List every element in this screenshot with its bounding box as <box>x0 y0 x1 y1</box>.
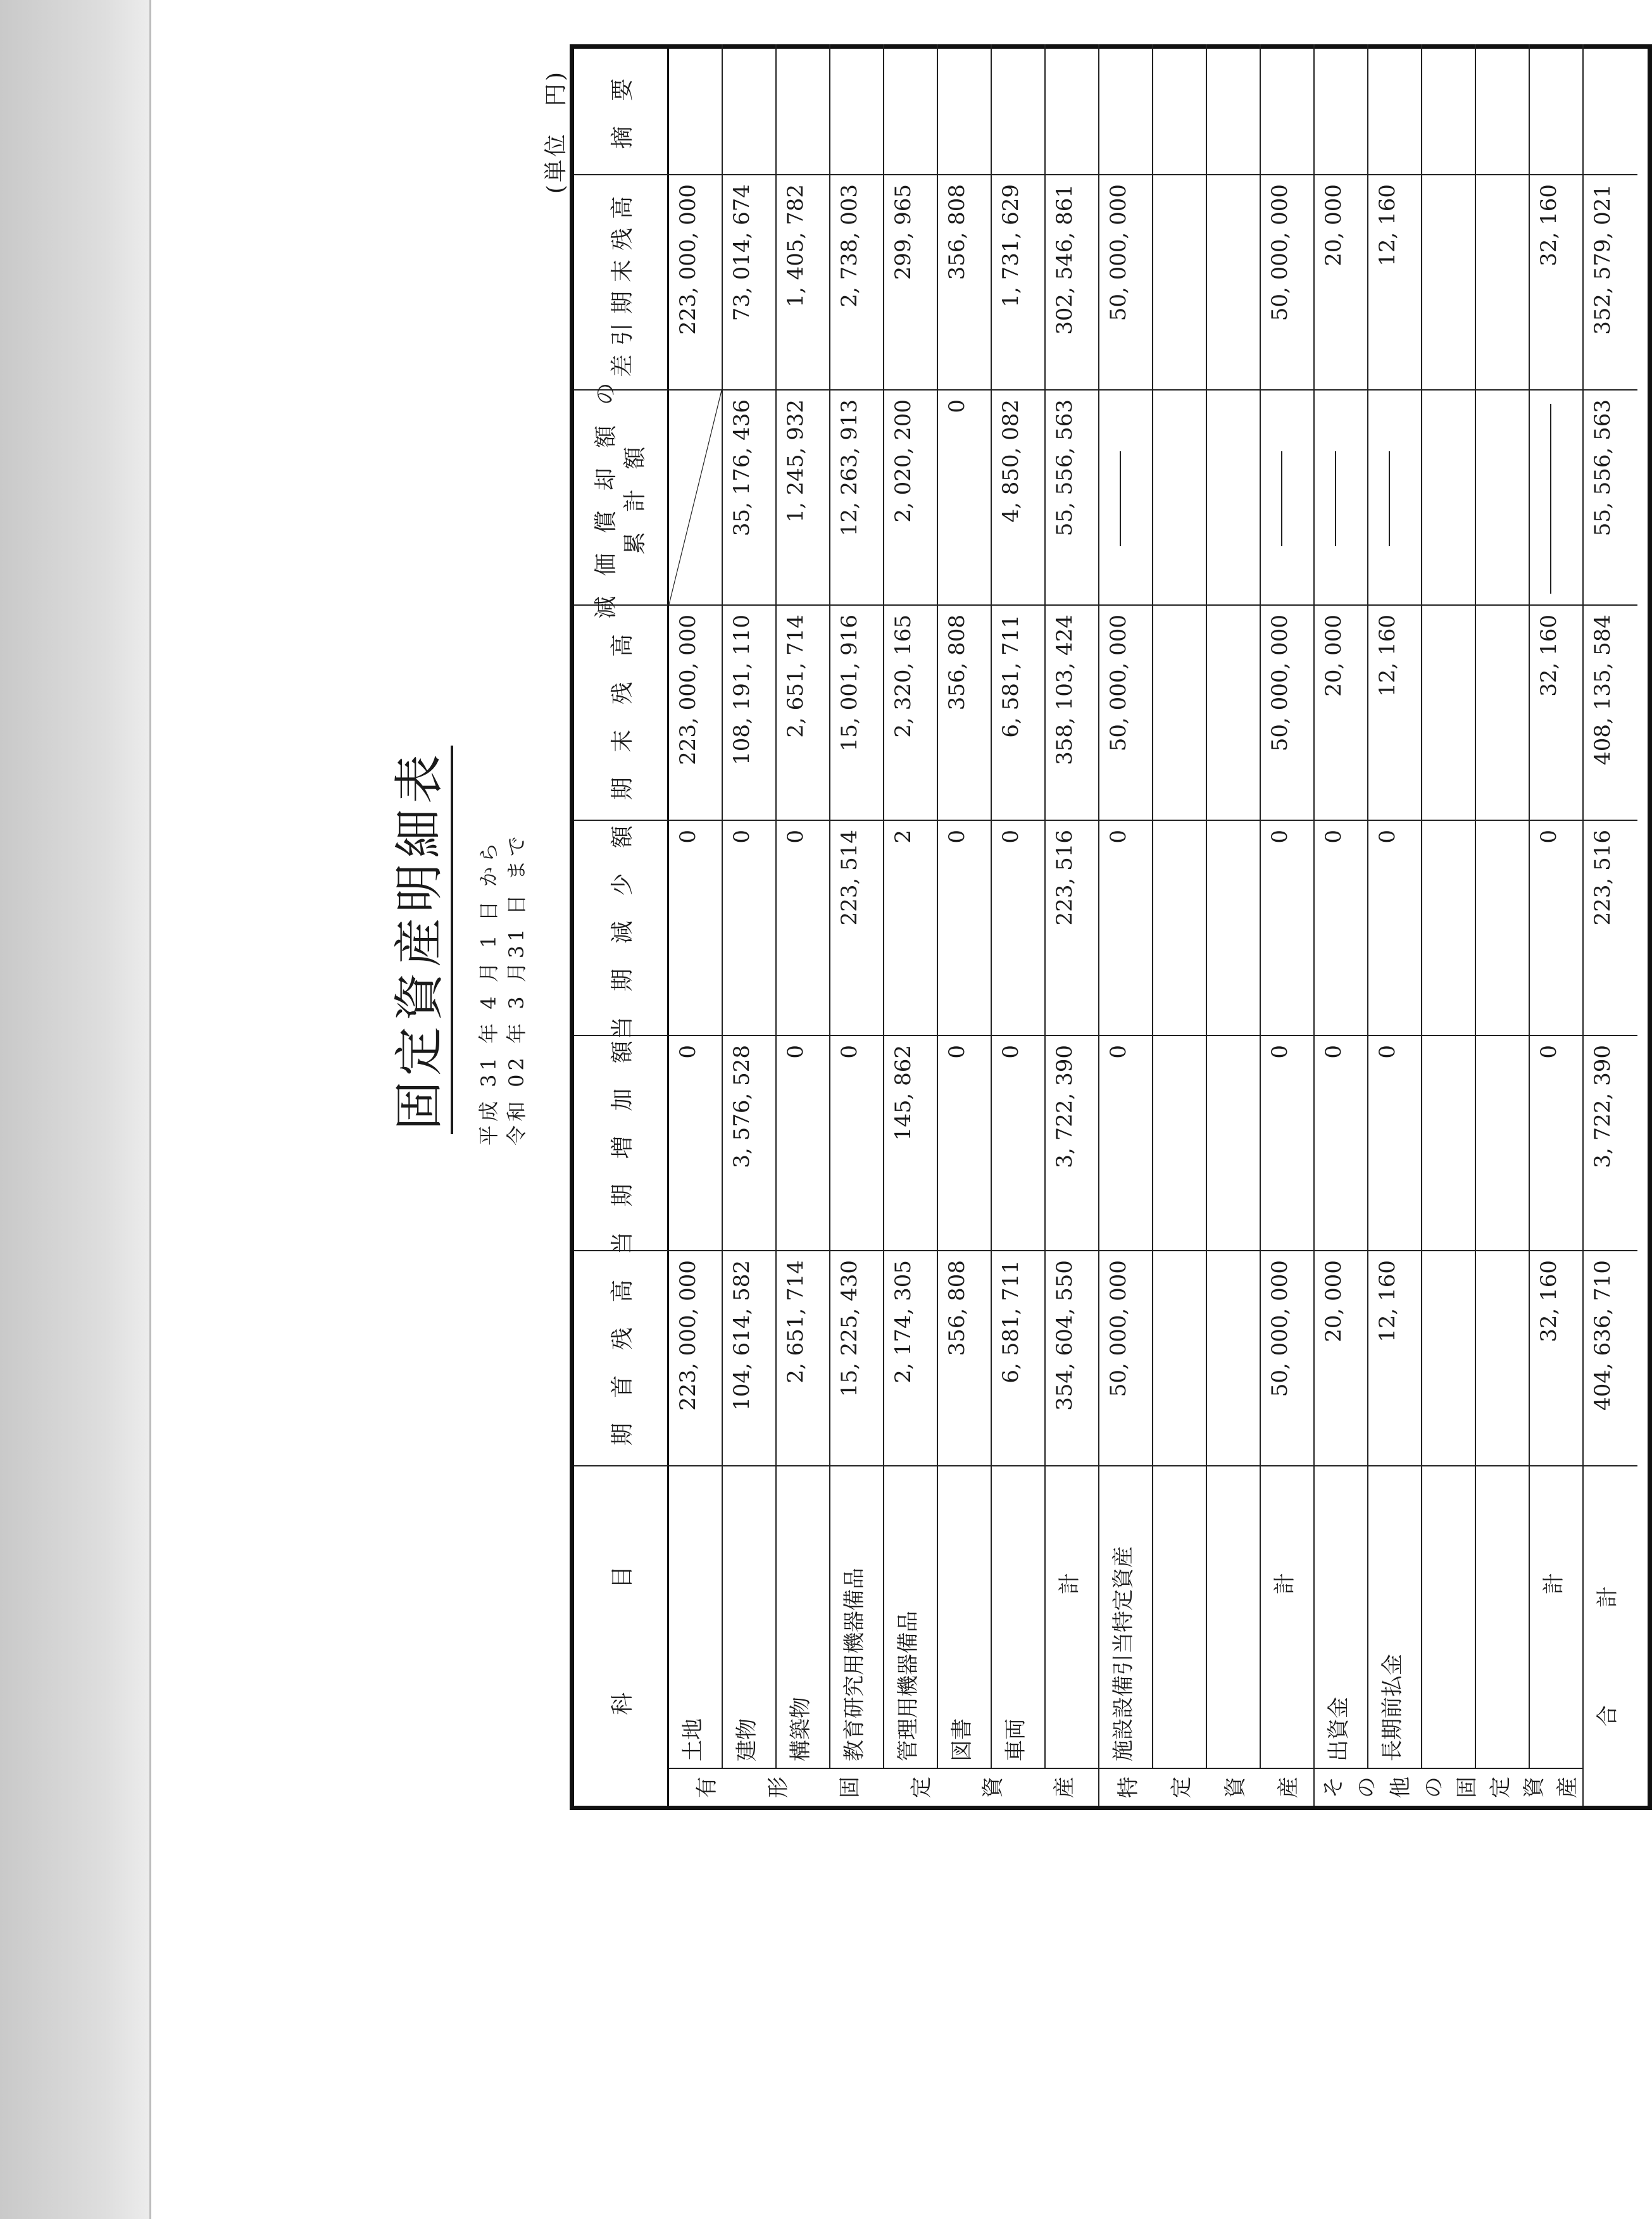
cell-value: 12, 263, 913 <box>837 399 862 537</box>
cell-value: 352, 579, 021 <box>1590 184 1615 335</box>
cell-decrease <box>1046 820 1099 1035</box>
cell-net <box>992 174 1046 389</box>
cell-opening <box>1368 1250 1422 1465</box>
cell-increase <box>1530 1035 1584 1250</box>
row-subject: 計 <box>1261 1465 1315 1768</box>
cell-value: 2 <box>891 830 916 844</box>
cell-value: 223, 000, 000 <box>675 1260 701 1411</box>
cell-value: 32, 160 <box>1536 1260 1561 1342</box>
cell-depreciation <box>1261 389 1315 604</box>
cell-depreciation <box>1476 389 1530 604</box>
cell-net <box>1261 174 1315 389</box>
cell-value: 50, 000, 000 <box>1267 184 1292 322</box>
cell-increase <box>1046 1035 1099 1250</box>
cell-value: 354, 604, 550 <box>1052 1260 1077 1411</box>
cell-value: 0 <box>675 830 701 844</box>
blank-dash <box>1389 451 1390 546</box>
cell-net <box>777 174 830 389</box>
cell-net <box>1046 174 1099 389</box>
header-remarks: 摘 要 <box>574 44 669 174</box>
blank-dash <box>1281 451 1282 546</box>
row-subject: 管理用機器備品 <box>884 1465 938 1768</box>
cell-increase <box>1099 1035 1153 1250</box>
group-char: 資 <box>1222 1777 1248 1798</box>
group-char: 資 <box>1522 1777 1548 1798</box>
cell-opening <box>992 1250 1046 1465</box>
diagonal-strike <box>669 391 722 604</box>
cell-value: 3, 722, 390 <box>1052 1045 1077 1168</box>
group-label-specified <box>1099 1768 1315 1806</box>
statement-sheet <box>380 44 1652 1835</box>
cell-depreciation <box>1530 389 1584 604</box>
cell-decrease <box>669 820 723 1035</box>
cell-opening <box>1153 1250 1207 1465</box>
cell-net <box>1153 174 1207 389</box>
header-depreciation-line1: 減 価 償 却 額 の <box>592 376 619 619</box>
cell-value: 1, 405, 782 <box>783 184 808 308</box>
cell-decrease <box>777 820 830 1035</box>
cell-value: 223, 516 <box>1590 830 1615 926</box>
cell-increase <box>1422 1035 1476 1250</box>
row-subject: 土地 <box>669 1465 723 1768</box>
cell-increase <box>723 1035 777 1250</box>
cell-net <box>1530 174 1584 389</box>
cell-value: 50, 000, 000 <box>1106 184 1131 322</box>
row-subject: 長期前払金 <box>1368 1465 1422 1768</box>
cell-closing <box>1046 604 1099 820</box>
cell-remarks <box>830 44 884 174</box>
cell-value: 2, 738, 003 <box>837 184 862 308</box>
cell-value: 1, 245, 932 <box>783 399 808 523</box>
cell-depreciation <box>992 389 1046 604</box>
cell-value: 223, 514 <box>837 830 862 926</box>
cell-closing <box>1530 604 1584 820</box>
cell-remarks <box>1261 44 1315 174</box>
cell-value: 0 <box>1375 1045 1400 1059</box>
cell-value: 0 <box>998 1045 1023 1059</box>
group-char: 他 <box>1387 1777 1413 1798</box>
cell-depreciation <box>1099 389 1153 604</box>
header-increase: 当 期 増 加 額 <box>574 1035 669 1250</box>
cell-value: 356, 808 <box>944 184 970 280</box>
cell-depreciation <box>669 389 723 604</box>
cell-closing <box>1476 604 1530 820</box>
group-char: 定 <box>909 1777 934 1798</box>
cell-value: 356, 808 <box>944 615 970 711</box>
cell-value: 55, 556, 563 <box>1052 399 1077 537</box>
cell-net <box>938 174 992 389</box>
cell-value: 0 <box>944 1045 970 1059</box>
cell-value: 0 <box>1106 830 1131 844</box>
cell-value: 50, 000, 000 <box>1267 615 1292 752</box>
cell-increase <box>777 1035 830 1250</box>
cell-value: 408, 135, 584 <box>1590 615 1615 765</box>
group-label-other <box>1315 1768 1584 1806</box>
cell-decrease <box>1476 820 1530 1035</box>
cell-remarks <box>1584 44 1637 174</box>
cell-opening <box>669 1250 723 1465</box>
group-char: 定 <box>1488 1777 1514 1798</box>
document-title <box>380 44 451 1835</box>
cell-decrease <box>1530 820 1584 1035</box>
cell-remarks <box>1099 44 1153 174</box>
cell-value: 0 <box>1267 1045 1292 1059</box>
row-subject: 施設設備引当特定資産 <box>1099 1465 1153 1768</box>
cell-increase <box>938 1035 992 1250</box>
cell-closing <box>669 604 723 820</box>
cell-decrease <box>992 820 1046 1035</box>
cell-value: 0 <box>837 1045 862 1059</box>
cell-increase <box>884 1035 938 1250</box>
cell-value: 223, 000, 000 <box>675 615 701 765</box>
cell-decrease <box>1153 820 1207 1035</box>
fiscal-period <box>475 832 530 1146</box>
cell-remarks <box>1422 44 1476 174</box>
period-to: 令和 02 年 3 月31 日 まで <box>504 832 529 1146</box>
cell-decrease <box>1315 820 1368 1035</box>
cell-value: 0 <box>1375 830 1400 844</box>
group-char: の <box>1354 1777 1380 1798</box>
cell-net <box>1099 174 1153 389</box>
cell-value: 223, 000, 000 <box>675 184 701 335</box>
cell-depreciation <box>1584 389 1637 604</box>
cell-value: 302, 546, 861 <box>1052 184 1077 335</box>
cell-value: 0 <box>944 399 970 413</box>
cell-value: 0 <box>1106 1045 1131 1059</box>
cell-closing <box>1368 604 1422 820</box>
group-char: 産 <box>1555 1777 1581 1798</box>
cell-opening <box>1476 1250 1530 1465</box>
cell-value: 32, 160 <box>1536 615 1561 697</box>
header-depreciation <box>574 376 669 619</box>
row-subject: 計 <box>1530 1465 1584 1768</box>
cell-net <box>884 174 938 389</box>
cell-value: 223, 516 <box>1052 830 1077 926</box>
cell-opening <box>1315 1250 1368 1465</box>
cell-value: 55, 556, 563 <box>1590 399 1615 537</box>
unit-label: (単位 円) <box>543 70 569 194</box>
cell-decrease <box>1207 820 1261 1035</box>
cell-decrease <box>830 820 884 1035</box>
cell-value: 2, 320, 165 <box>891 615 916 738</box>
cell-remarks <box>777 44 830 174</box>
cell-value: 0 <box>1267 830 1292 844</box>
cell-depreciation <box>777 389 830 604</box>
group-char: 産 <box>1052 1777 1077 1798</box>
cell-depreciation <box>1315 389 1368 604</box>
cell-net <box>1422 174 1476 389</box>
header-net: 差引期末残高 <box>574 174 669 389</box>
cell-closing <box>1153 604 1207 820</box>
cell-value: 0 <box>998 830 1023 844</box>
cell-value: 356, 808 <box>944 1260 970 1356</box>
cell-depreciation <box>830 389 884 604</box>
cell-value: 50, 000, 000 <box>1106 615 1131 752</box>
cell-value: 15, 225, 430 <box>837 1260 862 1397</box>
cell-value: 35, 176, 436 <box>729 399 754 537</box>
cell-increase <box>1153 1035 1207 1250</box>
cell-increase <box>1261 1035 1315 1250</box>
cell-decrease <box>1368 820 1422 1035</box>
cell-value: 0 <box>1321 830 1346 844</box>
cell-decrease <box>1099 820 1153 1035</box>
cell-increase <box>1315 1035 1368 1250</box>
row-subject: 計 <box>1046 1465 1099 1768</box>
cell-closing <box>992 604 1046 820</box>
cell-increase <box>1584 1035 1637 1250</box>
cell-decrease <box>723 820 777 1035</box>
cell-value: 0 <box>783 830 808 844</box>
page-edge-line <box>149 0 151 2219</box>
cell-value: 145, 862 <box>891 1045 916 1141</box>
cell-increase <box>1207 1035 1261 1250</box>
cell-value: 20, 000 <box>1321 615 1346 697</box>
blank-dash <box>1335 451 1336 546</box>
period-from: 平成 31 年 4 月 1 日 から <box>477 839 501 1146</box>
row-subject <box>1422 1465 1476 1768</box>
cell-net <box>669 174 723 389</box>
group-char: そ <box>1320 1777 1346 1798</box>
cell-remarks <box>992 44 1046 174</box>
row-subject: 教育研究用機器備品 <box>830 1465 884 1768</box>
blank-dash <box>1550 404 1551 594</box>
header-depreciation-line2: 累 計 額 <box>622 440 648 555</box>
cell-value: 20, 000 <box>1321 184 1346 266</box>
cell-closing <box>1261 604 1315 820</box>
cell-remarks <box>1046 44 1099 174</box>
fixed-asset-table <box>570 44 1652 1810</box>
document-title-text: 固定資産明細表 <box>391 746 453 1134</box>
cell-value: 6, 581, 711 <box>998 615 1023 738</box>
cell-value: 0 <box>1536 1045 1561 1059</box>
cell-depreciation <box>1207 389 1261 604</box>
cell-opening <box>1046 1250 1099 1465</box>
cell-net <box>1207 174 1261 389</box>
title-block <box>380 44 570 1835</box>
cell-value: 108, 191, 110 <box>729 615 754 765</box>
cell-value: 0 <box>729 830 754 844</box>
cell-closing <box>938 604 992 820</box>
cell-opening <box>1261 1250 1315 1465</box>
cell-increase <box>1368 1035 1422 1250</box>
group-char: 固 <box>1455 1777 1480 1798</box>
cell-opening <box>1422 1250 1476 1465</box>
cell-decrease <box>1422 820 1476 1035</box>
cell-remarks <box>1153 44 1207 174</box>
cell-value: 0 <box>1536 830 1561 844</box>
cell-increase <box>992 1035 1046 1250</box>
cell-remarks <box>1530 44 1584 174</box>
cell-net <box>1368 174 1422 389</box>
header-opening: 期 首 残 高 <box>574 1250 669 1465</box>
cell-remarks <box>723 44 777 174</box>
cell-remarks <box>938 44 992 174</box>
cell-value: 0 <box>944 830 970 844</box>
group-char: 有 <box>694 1777 720 1798</box>
cell-closing <box>830 604 884 820</box>
cell-value: 20, 000 <box>1321 1260 1346 1342</box>
cell-increase <box>1476 1035 1530 1250</box>
cell-value: 15, 001, 916 <box>837 615 862 752</box>
cell-opening <box>884 1250 938 1465</box>
cell-closing <box>1099 604 1153 820</box>
cell-value: 12, 160 <box>1375 1260 1400 1342</box>
row-subject <box>1476 1465 1530 1768</box>
row-subject: 建物 <box>723 1465 777 1768</box>
cell-depreciation <box>1368 389 1422 604</box>
row-subject: 図書 <box>938 1465 992 1768</box>
row-subject: 構築物 <box>777 1465 830 1768</box>
row-subject <box>1153 1465 1207 1768</box>
group-char: 特 <box>1115 1777 1141 1798</box>
cell-opening <box>830 1250 884 1465</box>
cell-increase <box>830 1035 884 1250</box>
cell-value: 3, 576, 528 <box>729 1045 754 1168</box>
cell-closing <box>1584 604 1637 820</box>
cell-value: 2, 651, 714 <box>783 1260 808 1384</box>
cell-decrease <box>884 820 938 1035</box>
cell-net <box>1315 174 1368 389</box>
cell-value: 73, 014, 674 <box>729 184 754 322</box>
cell-remarks <box>1207 44 1261 174</box>
cell-value: 12, 160 <box>1375 184 1400 266</box>
cell-net <box>1476 174 1530 389</box>
group-char: 固 <box>837 1777 863 1798</box>
header-closing: 期 末 残 高 <box>574 604 669 820</box>
cell-opening <box>1099 1250 1153 1465</box>
group-char: 形 <box>766 1777 791 1798</box>
cell-opening <box>1207 1250 1261 1465</box>
cell-depreciation <box>723 389 777 604</box>
cell-closing <box>1422 604 1476 820</box>
cell-increase <box>669 1035 723 1250</box>
cell-closing <box>884 604 938 820</box>
row-subject: 出資金 <box>1315 1465 1368 1768</box>
cell-value: 6, 581, 711 <box>998 1260 1023 1384</box>
cell-opening <box>938 1250 992 1465</box>
cell-remarks <box>1315 44 1368 174</box>
cell-value: 2, 651, 714 <box>783 615 808 738</box>
cell-closing <box>1207 604 1261 820</box>
row-subject: 車両 <box>992 1465 1046 1768</box>
cell-net <box>723 174 777 389</box>
cell-net <box>1584 174 1637 389</box>
cell-opening <box>777 1250 830 1465</box>
cell-depreciation <box>1046 389 1099 604</box>
cell-closing <box>777 604 830 820</box>
cell-value: 50, 000, 000 <box>1267 1260 1292 1397</box>
header-subject: 科 目 <box>574 1465 669 1806</box>
cell-value: 50, 000, 000 <box>1106 1260 1131 1397</box>
cell-value: 404, 636, 710 <box>1590 1260 1615 1411</box>
cell-depreciation <box>884 389 938 604</box>
cell-net <box>830 174 884 389</box>
cell-remarks <box>1476 44 1530 174</box>
cell-remarks <box>669 44 723 174</box>
cell-value: 0 <box>675 1045 701 1059</box>
cell-opening <box>1530 1250 1584 1465</box>
cell-closing <box>1315 604 1368 820</box>
cell-opening <box>1584 1250 1637 1465</box>
scanner-page-edge <box>0 0 149 2219</box>
cell-value: 12, 160 <box>1375 615 1400 697</box>
cell-remarks <box>884 44 938 174</box>
row-subject: 合 計 <box>1584 1465 1637 1806</box>
cell-remarks <box>1368 44 1422 174</box>
cell-depreciation <box>1422 389 1476 604</box>
group-char: 産 <box>1276 1777 1302 1798</box>
cell-value: 4, 850, 082 <box>998 399 1023 523</box>
cell-value: 32, 160 <box>1536 184 1561 266</box>
group-char: 資 <box>980 1777 1006 1798</box>
cell-value: 299, 965 <box>891 184 916 280</box>
cell-value: 0 <box>1321 1045 1346 1059</box>
cell-value: 2, 174, 305 <box>891 1260 916 1384</box>
cell-value: 3, 722, 390 <box>1590 1045 1615 1168</box>
group-char: の <box>1421 1777 1447 1798</box>
cell-depreciation <box>1153 389 1207 604</box>
row-subject <box>1207 1465 1261 1768</box>
cell-opening <box>723 1250 777 1465</box>
group-label-tangible <box>669 1768 1099 1806</box>
cell-value: 2, 020, 200 <box>891 399 916 523</box>
cell-decrease <box>938 820 992 1035</box>
cell-decrease <box>1584 820 1637 1035</box>
cell-decrease <box>1261 820 1315 1035</box>
cell-closing <box>723 604 777 820</box>
cell-value: 1, 731, 629 <box>998 184 1023 308</box>
cell-value: 358, 103, 424 <box>1052 615 1077 765</box>
cell-depreciation <box>938 389 992 604</box>
header-decrease: 当 期 減 少 額 <box>574 820 669 1035</box>
group-char: 定 <box>1169 1777 1195 1798</box>
cell-value: 0 <box>783 1045 808 1059</box>
cell-value: 104, 614, 582 <box>729 1260 754 1411</box>
blank-dash <box>1120 451 1121 546</box>
